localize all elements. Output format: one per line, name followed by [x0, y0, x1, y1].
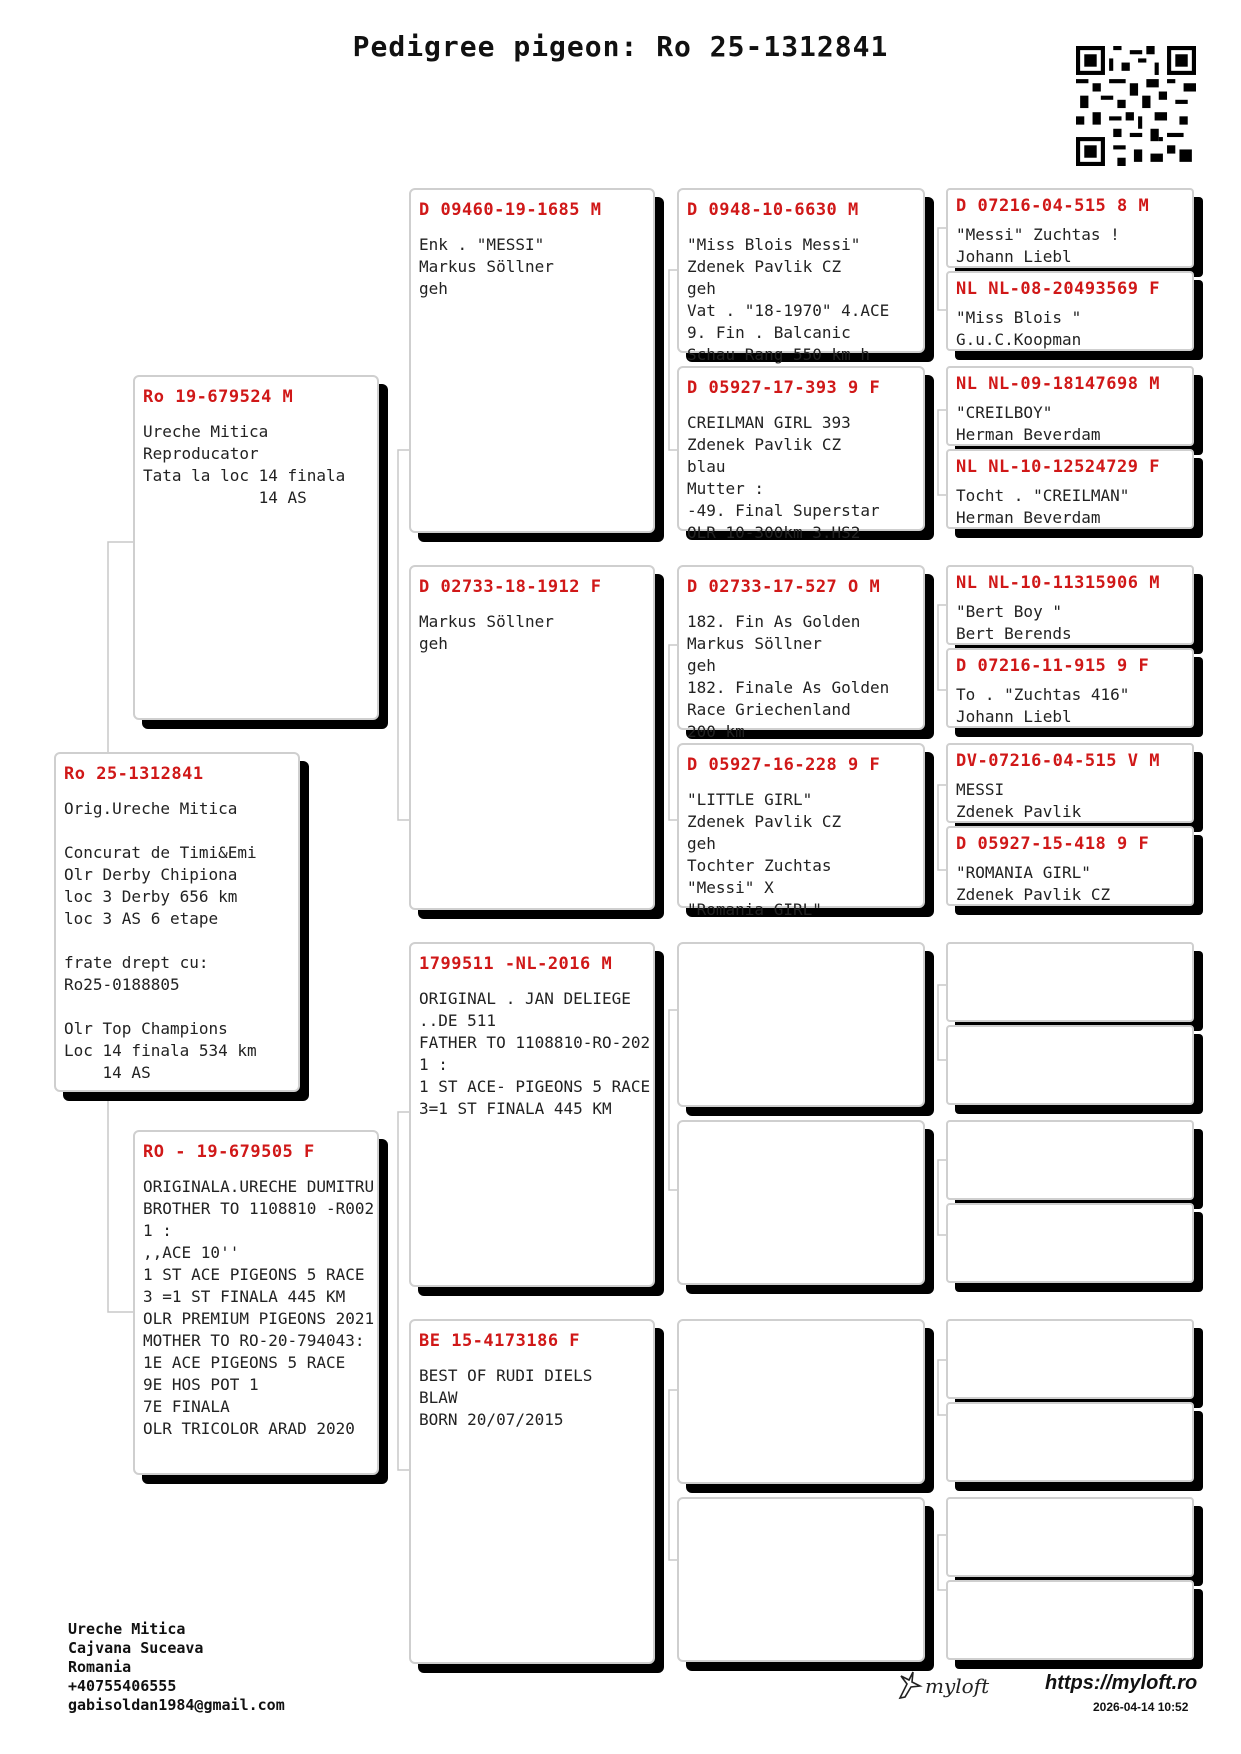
granddam-maternal-card[interactable] [409, 1319, 655, 1664]
pigeon-details: ORIGINAL . JAN DELIEGE ..DE 511 FATHER TO 1108810-RO-202 1 : 1 ST ACE- PIGEONS 5 RACE 3=1 ST FINALA 445 KM [419, 989, 651, 1118]
gen4-empty-card[interactable] [946, 1580, 1194, 1660]
dam-details: ORIGINALA.URECHE DUMITRU BROTHER TO 1108810 -R002 1 : ,,ACE 10'' 1 ST ACE PIGEONS 5 RACE 3 =1 ST FINALA 445 KM OLR PREMIUM PIGEONS 2021 MOTHER TO RO-20-794043: 1E ACE PIGEONS 5 RACE 9E HOS POT 1 7E FINALA OLR TRICOLOR ARAD 2020 [143, 1177, 375, 1438]
ring-number: D 02733-18-1912 F [419, 577, 602, 597]
ring-number: D 07216-11-915 9 F [956, 656, 1150, 676]
pigeon-details: "ROMANIA GIRL" Zdenek Pavlik CZ [956, 863, 1111, 904]
pigeon-details: "Miss Blois Messi" Zdenek Pavlik CZ geh Vat . "18-1970" 4.ACE 9. Fin . Balcanic Schau Rang 550 km h [687, 235, 890, 364]
pigeon-details: "Miss Blois " G.u.C.Koopman [956, 308, 1082, 349]
grandsire-paternal-card[interactable] [409, 188, 655, 533]
owner-country: Romania [68, 1658, 132, 1676]
pigeon-details: MESSI Zdenek Pavlik [956, 780, 1082, 821]
sire-card[interactable] [133, 375, 379, 720]
gen4-card-6[interactable] [946, 648, 1194, 728]
gen3-empty-card[interactable] [677, 1497, 925, 1662]
gen4-empty-card[interactable] [946, 942, 1194, 1022]
owner-city: Cajvana Suceava [68, 1639, 204, 1657]
pigeon-details: "LITTLE GIRL" Zdenek Pavlik CZ geh Tochter Zuchtas "Messi" X "Romania GIRL" [687, 790, 842, 919]
gen3-empty-card[interactable] [677, 1319, 925, 1484]
gen3-card-4[interactable] [677, 743, 925, 919]
ring-number: 1799511 -NL-2016 M [419, 954, 613, 974]
pigeon-details: Tocht . "CREILMAN" Herman Beverdam [956, 486, 1130, 527]
gen3-card-1[interactable] [677, 188, 925, 364]
gen4-card-5[interactable] [946, 565, 1194, 645]
subject-details: Orig.Ureche Mitica Concurat de Timi&Emi Olr Derby Chipiona loc 3 Derby 656 km loc 3 AS 6 etape frate drept cu: Ro25-0188805 Olr Top Champions Loc 14 finala 534 km 14 AS [64, 799, 257, 1082]
ring-number: NL NL-08-20493569 F [956, 279, 1160, 299]
pigeon-details: CREILMAN GIRL 393 Zdenek Pavlik CZ blau Mutter : -49. Final Superstar OLR 10-300km 3.HS2 [687, 413, 880, 542]
ring-number: NL NL-10-11315906 M [956, 573, 1160, 593]
gen4-card-8[interactable] [946, 826, 1194, 906]
gen4-card-2[interactable] [946, 271, 1194, 351]
pigeon-details: BEST OF RUDI DIELS BLAW BORN 20/07/2015 [419, 1366, 593, 1429]
gen4-card-3[interactable] [946, 366, 1194, 446]
owner-contact [68, 1620, 285, 1715]
ring-number: D 0948-10-6630 M [687, 200, 859, 220]
gen4-empty-card[interactable] [946, 1319, 1194, 1399]
ring-number: D 05927-15-418 9 F [956, 834, 1150, 854]
ring-number: BE 15-4173186 F [419, 1331, 581, 1351]
pigeon-details: "Messi" Zuchtas ! Johann Liebl [956, 225, 1120, 266]
ring-number: D 02733-17-527 O M [687, 577, 881, 597]
pigeon-details: Enk . "MESSI" Markus Söllner geh [419, 235, 554, 298]
print-date: 2026-04-14 10:52 [1093, 1700, 1189, 1714]
page-title: Pedigree pigeon: Ro 25-1312841 [352, 30, 889, 63]
ring-number: D 05927-16-228 9 F [687, 755, 881, 775]
owner-email[interactable]: gabisoldan1984@gmail.com [68, 1696, 285, 1714]
grandsire-maternal-card[interactable] [409, 942, 655, 1287]
ring-number: D 07216-04-515 8 M [956, 196, 1150, 216]
sire-details: Ureche Mitica Reproducator Tata la loc 14 finala 14 AS [143, 422, 346, 507]
gen3-card-2[interactable] [677, 366, 925, 542]
myloft-logo: myloft [925, 1674, 990, 1698]
dam-card[interactable] [133, 1130, 379, 1475]
sire-ring-number: Ro 19-679524 M [143, 387, 294, 407]
gen4-empty-card[interactable] [946, 1497, 1194, 1577]
myloft-url[interactable]: https://myloft.ro [1045, 1672, 1198, 1694]
ring-number: DV-07216-04-515 V M [956, 751, 1160, 771]
owner-phone: +40755406555 [68, 1677, 177, 1695]
pigeon-details: To . "Zuchtas 416" Johann Liebl [956, 685, 1130, 726]
subject-pigeon-card[interactable] [54, 752, 300, 1092]
pigeon-details: "Bert Boy " Bert Berends [956, 602, 1072, 643]
pigeon-details: 182. Fin As Golden Markus Söllner geh 182. Finale As Golden Race Griechenland 200 km [687, 612, 890, 741]
gen4-card-4[interactable] [946, 449, 1194, 529]
gen4-empty-card[interactable] [946, 1402, 1194, 1482]
ring-number: NL NL-09-18147698 M [956, 374, 1160, 394]
ring-number: D 09460-19-1685 M [419, 200, 602, 220]
pigeon-details: "CREILBOY" Herman Beverdam [956, 403, 1101, 444]
gen4-card-1[interactable] [946, 188, 1194, 268]
gen4-empty-card[interactable] [946, 1025, 1194, 1105]
owner-name: Ureche Mitica [68, 1620, 186, 1638]
gen3-empty-card[interactable] [677, 942, 925, 1107]
dam-ring-number: RO - 19-679505 F [143, 1142, 315, 1162]
gen4-card-7[interactable] [946, 743, 1194, 823]
subject-ring-number: Ro 25-1312841 [64, 764, 204, 784]
gen4-empty-card[interactable] [946, 1203, 1194, 1283]
myloft-bird-icon [897, 1670, 923, 1700]
ring-number: NL NL-10-12524729 F [956, 457, 1160, 477]
ring-number: D 05927-17-393 9 F [687, 378, 881, 398]
granddam-paternal-card[interactable] [409, 565, 655, 910]
gen3-card-3[interactable] [677, 565, 925, 741]
gen4-empty-card[interactable] [946, 1120, 1194, 1200]
gen3-empty-card[interactable] [677, 1120, 925, 1285]
pigeon-details: Markus Söllner geh [419, 612, 554, 653]
